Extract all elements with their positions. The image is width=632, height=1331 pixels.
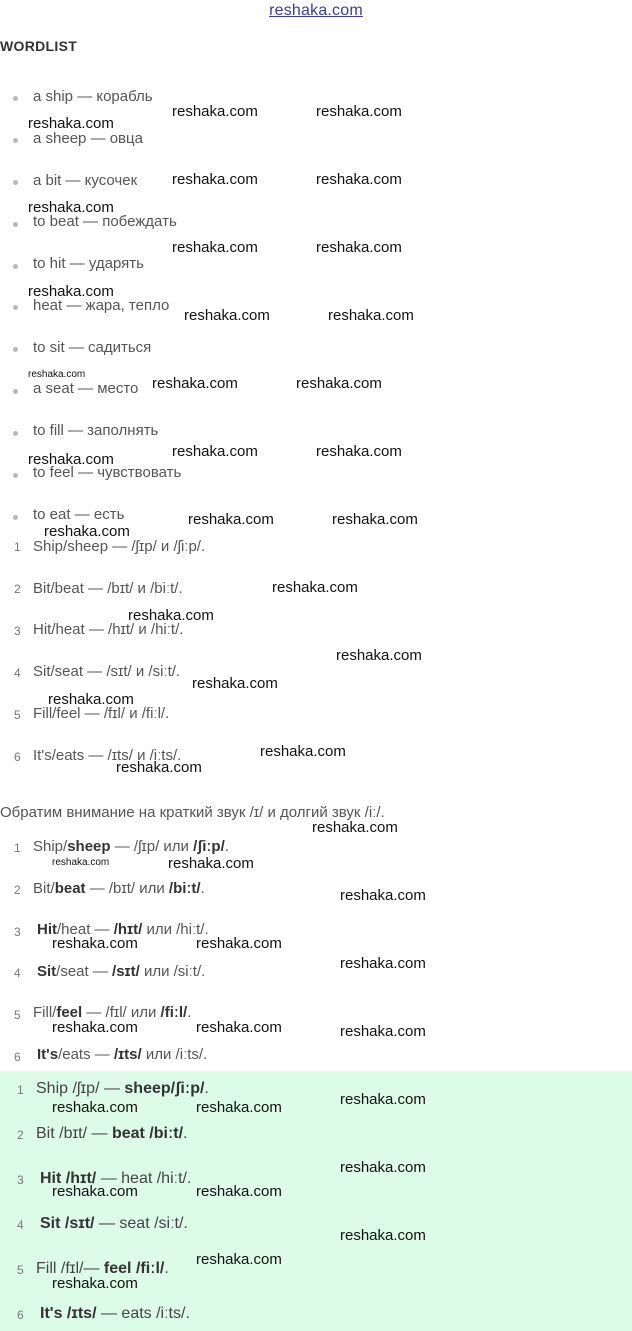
word-bold: /fiːl/ bbox=[160, 1004, 188, 1021]
transcription-item: Ship/sheep — /ʃɪp/ и /ʃiːp/. bbox=[33, 538, 206, 555]
answer-item bbox=[36, 1125, 188, 1143]
word-bold: It's /ɪts/ bbox=[40, 1305, 97, 1322]
wordlist-item: to fill — заполнять bbox=[33, 422, 159, 439]
watermark: reshaka.com bbox=[296, 375, 382, 392]
word-plain: /seat — bbox=[56, 963, 113, 980]
watermark: reshaka.com bbox=[316, 239, 402, 256]
watermark: reshaka.com bbox=[28, 199, 114, 216]
word-plain: . bbox=[164, 1260, 169, 1277]
bullet-dot bbox=[13, 222, 18, 227]
watermark: reshaka.com bbox=[340, 955, 426, 972]
transcription-item: It's/eats — /ɪts/ и /iːts/. bbox=[33, 747, 182, 764]
word-plain: — /fɪl/ или bbox=[82, 1004, 161, 1021]
watermark: reshaka.com bbox=[340, 887, 426, 904]
wordlist-item: heat — жара, тепло bbox=[33, 297, 170, 314]
word-bold: beat /biːt/ bbox=[111, 1125, 184, 1142]
list-number: 1 bbox=[14, 540, 21, 554]
watermark: reshaka.com bbox=[316, 103, 402, 120]
bold-list-item bbox=[33, 880, 205, 897]
wordlist-item: to feel — чувствовать bbox=[33, 464, 182, 481]
list-number: 2 bbox=[14, 582, 21, 596]
watermark: reshaka.com bbox=[312, 819, 398, 836]
bold-list-item bbox=[37, 1046, 207, 1063]
watermark: reshaka.com bbox=[336, 647, 422, 664]
watermark: reshaka.com bbox=[184, 307, 270, 324]
word-bold: /ɪts/ bbox=[113, 1046, 142, 1063]
word-plain: или /siːt/. bbox=[139, 963, 206, 980]
list-number: 3 bbox=[14, 624, 21, 638]
list-number: 5 bbox=[14, 1008, 21, 1022]
word-bold: feel bbox=[56, 1004, 83, 1021]
watermark: reshaka.com bbox=[28, 283, 114, 300]
watermark: reshaka.com bbox=[328, 307, 414, 324]
watermark: reshaka.com bbox=[172, 103, 258, 120]
watermark: reshaka.com bbox=[196, 1099, 282, 1116]
wordlist-item: a seat — место bbox=[33, 380, 139, 397]
transcription-item: Bit/beat — /bɪt/ и /biːt/. bbox=[33, 580, 183, 597]
word-bold: Hit /hɪt/ bbox=[40, 1170, 97, 1187]
bold-list-item bbox=[33, 838, 229, 855]
answer-item bbox=[40, 1215, 188, 1233]
watermark: reshaka.com bbox=[28, 451, 114, 468]
watermark: reshaka.com bbox=[52, 935, 138, 952]
word-plain: /eats — bbox=[58, 1046, 114, 1063]
watermark: reshaka.com bbox=[332, 511, 418, 528]
watermark: reshaka.com bbox=[272, 579, 358, 596]
bullet-dot bbox=[13, 264, 18, 269]
bullet-dot bbox=[13, 347, 18, 352]
watermark: reshaka.com bbox=[52, 1019, 138, 1036]
word-plain: — eats /iːts/. bbox=[96, 1305, 190, 1322]
word-plain: — /bɪt/ или bbox=[85, 880, 169, 897]
watermark: reshaka.com bbox=[128, 607, 214, 624]
transcription-item: Hit/heat — /hɪt/ и /hiːt/. bbox=[33, 621, 184, 638]
list-number: 2 bbox=[17, 1128, 24, 1142]
word-bold: Sit /sɪt/ bbox=[40, 1215, 95, 1232]
sound-note: Обратим внимание на краткий звук /ɪ/ и долгий звук /iː/. bbox=[0, 804, 385, 821]
watermark: reshaka.com bbox=[28, 115, 114, 132]
watermark: reshaka.com bbox=[316, 171, 402, 188]
wordlist-item: a sheep — овца bbox=[33, 130, 143, 147]
watermark: reshaka.com bbox=[52, 1275, 138, 1292]
answer-item bbox=[40, 1305, 190, 1323]
bullet-dot bbox=[13, 305, 18, 310]
word-plain: . bbox=[200, 880, 205, 897]
wordlist-heading: WORDLIST bbox=[0, 38, 78, 54]
list-number: 4 bbox=[14, 666, 21, 680]
word-plain: . bbox=[183, 1125, 188, 1142]
watermark: reshaka.com bbox=[28, 369, 86, 380]
watermark: reshaka.com bbox=[196, 1183, 282, 1200]
watermark: reshaka.com bbox=[188, 511, 274, 528]
word-plain: /heat — bbox=[57, 921, 114, 938]
wordlist-item: to sit — садиться bbox=[33, 339, 152, 356]
word-bold: /ʃiːp/ bbox=[193, 838, 225, 855]
word-plain: . bbox=[187, 1004, 192, 1021]
list-number: 4 bbox=[17, 1218, 24, 1232]
word-plain: или /hiːt/. bbox=[142, 921, 209, 938]
watermark: reshaka.com bbox=[196, 935, 282, 952]
wordlist-item: to eat — есть bbox=[33, 506, 125, 523]
watermark: reshaka.com bbox=[340, 1091, 426, 1108]
watermark: reshaka.com bbox=[172, 239, 258, 256]
watermark: reshaka.com bbox=[340, 1159, 426, 1176]
wordlist-item: to beat — побеждать bbox=[33, 213, 177, 230]
watermark: reshaka.com bbox=[196, 1019, 282, 1036]
word-plain: . bbox=[224, 838, 229, 855]
watermark: reshaka.com bbox=[52, 1183, 138, 1200]
watermark: reshaka.com bbox=[152, 375, 238, 392]
transcription-item: Sit/seat — /sɪt/ и /siːt/. bbox=[33, 663, 181, 680]
list-number: 5 bbox=[14, 708, 21, 722]
watermark: reshaka.com bbox=[340, 1227, 426, 1244]
word-bold: Hit bbox=[37, 921, 57, 938]
word-plain: Ship/ bbox=[33, 838, 68, 855]
list-number: 2 bbox=[14, 883, 21, 897]
list-number: 6 bbox=[14, 750, 21, 764]
bullet-dot bbox=[13, 389, 18, 394]
bullet-dot bbox=[13, 180, 18, 185]
watermark: reshaka.com bbox=[196, 1251, 282, 1268]
list-number: 6 bbox=[14, 1050, 21, 1064]
answer-item bbox=[36, 1080, 209, 1098]
wordlist-item: a ship — корабль bbox=[33, 88, 153, 105]
site-header-link[interactable]: reshaka.com bbox=[269, 2, 363, 19]
word-bold: /sɪt/ bbox=[112, 963, 140, 980]
watermark: reshaka.com bbox=[192, 675, 278, 692]
word-plain: — heat /hiːt/. bbox=[96, 1170, 192, 1187]
watermark: reshaka.com bbox=[260, 743, 346, 760]
bullet-dot bbox=[13, 515, 18, 520]
word-plain: Bit/ bbox=[33, 880, 55, 897]
bullet-dot bbox=[13, 473, 18, 478]
bullet-dot bbox=[13, 96, 18, 101]
word-bold: feel /fiːl/ bbox=[103, 1260, 165, 1277]
bullet-dot bbox=[13, 138, 18, 143]
list-number: 1 bbox=[14, 841, 21, 855]
word-plain: Fill /fɪl/— bbox=[36, 1260, 104, 1277]
watermark: reshaka.com bbox=[52, 1099, 138, 1116]
word-plain: Bit /bɪt/ — bbox=[36, 1125, 112, 1142]
word-plain: . bbox=[204, 1080, 209, 1097]
wordlist-item: a bit — кусочек bbox=[33, 172, 138, 189]
word-plain: Ship /ʃɪp/ — bbox=[36, 1080, 125, 1097]
list-number: 3 bbox=[14, 925, 21, 939]
bullet-dot bbox=[13, 431, 18, 436]
watermark: reshaka.com bbox=[116, 759, 202, 776]
word-bold: /biːt/ bbox=[168, 880, 201, 897]
word-bold: /hɪt/ bbox=[113, 921, 143, 938]
word-bold: It's bbox=[37, 1046, 59, 1063]
watermark: reshaka.com bbox=[172, 171, 258, 188]
list-number: 3 bbox=[17, 1173, 24, 1187]
list-number: 1 bbox=[17, 1083, 24, 1097]
watermark: reshaka.com bbox=[172, 443, 258, 460]
bold-list-item bbox=[37, 963, 205, 980]
transcription-item: Fill/feel — /fɪl/ и /fiːl/. bbox=[33, 705, 170, 722]
word-bold: sheep/ʃiːp/ bbox=[124, 1080, 205, 1097]
watermark: reshaka.com bbox=[52, 857, 110, 868]
list-number: 5 bbox=[17, 1263, 24, 1277]
word-bold: sheep bbox=[67, 838, 111, 855]
watermark: reshaka.com bbox=[316, 443, 402, 460]
word-bold: Sit bbox=[37, 963, 57, 980]
list-number: 4 bbox=[14, 966, 21, 980]
word-bold: beat bbox=[54, 880, 86, 897]
watermark: reshaka.com bbox=[44, 523, 130, 540]
word-plain: — seat /siːt/. bbox=[94, 1215, 188, 1232]
list-number: 6 bbox=[17, 1308, 24, 1322]
watermark: reshaka.com bbox=[340, 1023, 426, 1040]
word-plain: — /ʃɪp/ или bbox=[110, 838, 194, 855]
word-plain: Fill/ bbox=[33, 1004, 57, 1021]
wordlist-item: to hit — ударять bbox=[33, 255, 144, 272]
watermark: reshaka.com bbox=[168, 855, 254, 872]
watermark: reshaka.com bbox=[48, 691, 134, 708]
word-plain: или /iːts/. bbox=[141, 1046, 208, 1063]
